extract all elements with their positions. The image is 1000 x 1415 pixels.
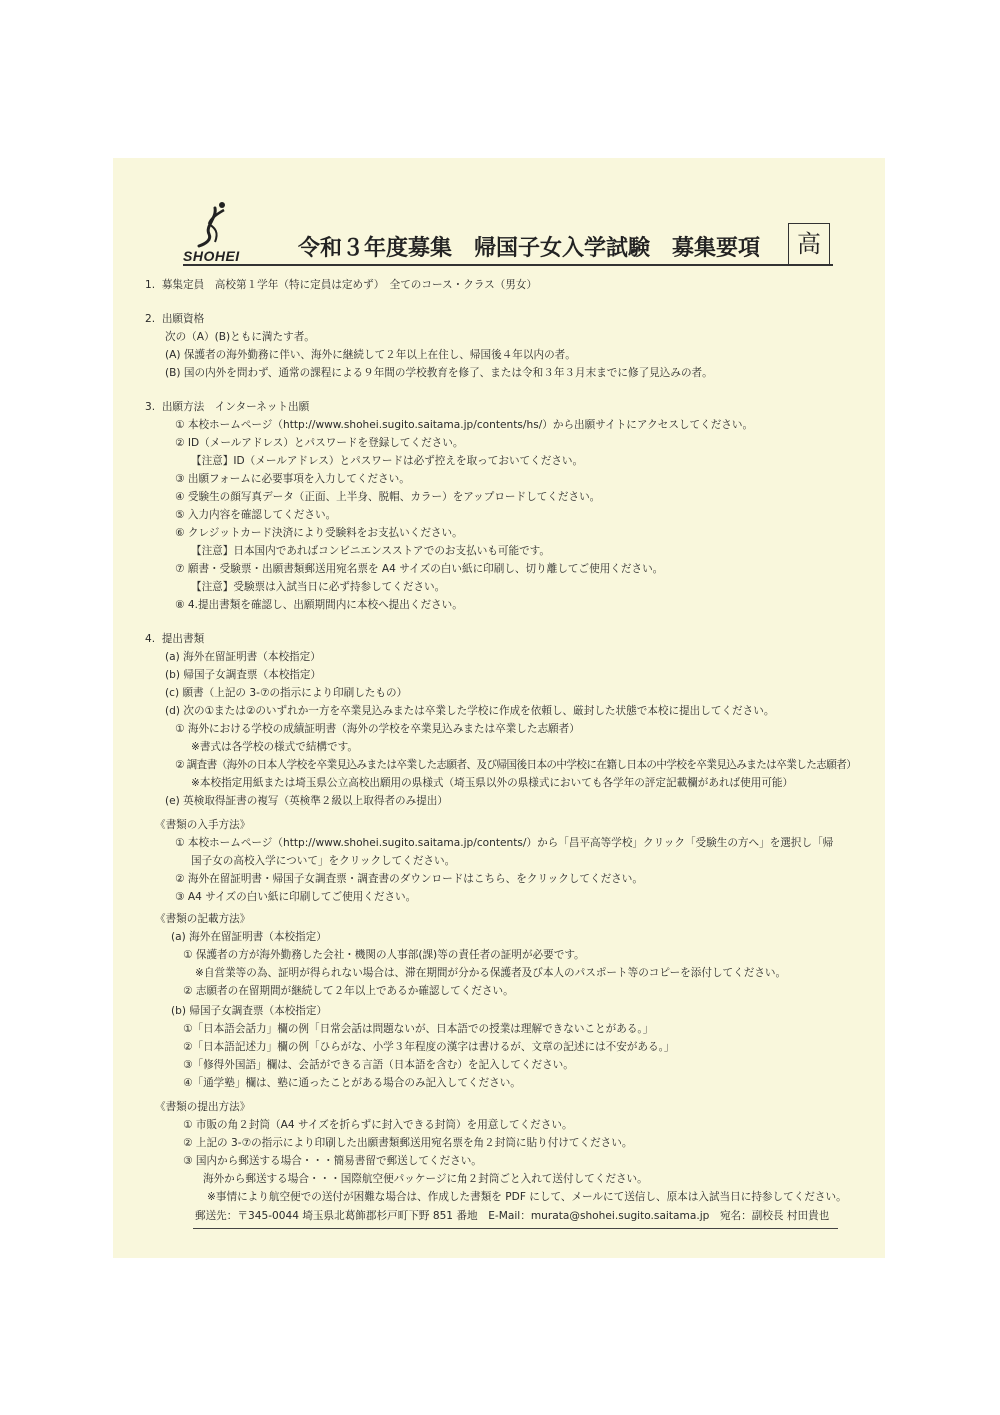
section-2-heading: 2. 出願資格 (145, 313, 205, 325)
header-rule (183, 264, 833, 266)
apply-step-2: ② ID（メールアドレス）とパスワードを登録してください。 (175, 437, 464, 449)
submit-step-2: ② 上記の 3-⑦の指示により印刷した出願書類郵送用宛名票を角２封筒に貼り付けてください。 (183, 1137, 633, 1149)
document-d-1: ① 海外における学校の成績証明書（海外の学校を卒業見込みまたは卒業した志願者） (175, 723, 580, 735)
fill-b-4: ④「通学塾」欄は、塾に通ったことがある場合のみ記入してください。 (183, 1077, 521, 1089)
fill-a-1-note: ※自営業等の為、証明が得られない場合は、滞在期間が分かる保護者及び本人のパスポート等のコピーを添付してください。 (195, 967, 787, 979)
document-title: 令和３年度募集 帰国子女入学試験 募集要項 (298, 236, 761, 261)
apply-step-1: ① 本校ホームページ（http://www.shohei.sugito.saitama.jp/contents/hs/）から出願サイトにアクセスしてください。 (175, 419, 754, 431)
obtain-step-1-cont: 国子女の高校入学について」をクリックしてください。 (191, 855, 456, 867)
address-underline (193, 1228, 838, 1229)
obtain-step-2: ② 海外在留証明書・帰国子女調査票・調査書のダウンロードはこちら、をクリックしてください。 (175, 873, 643, 885)
document-header (183, 198, 838, 268)
logo-text: SHOHEI (183, 248, 240, 264)
fill-b-2: ②「日本語記述力」欄の例「ひらがな、小学３年程度の漢字は書けるが、文章の記述には不安がある。」 (183, 1041, 675, 1053)
submit-overseas-note: ※事情により航空便での送付が困難な場合は、作成した書類を PDF にして、メールにて送信し、原本は入試当日に持参してください。 (207, 1191, 847, 1203)
how-to-submit-heading: 《書類の提出方法》 (155, 1101, 251, 1113)
apply-step-8: ⑧ 4.提出書類を確認し、出願期間内に本校へ提出ください。 (175, 599, 463, 611)
school-level-badge: 高 (788, 223, 830, 265)
document-d-2-note: ※本校指定用紙または埼玉県公立高校出願用の県様式（埼玉県以外の県様式においても各学年の評定記載欄があれば使用可能） (191, 777, 794, 789)
fill-b-3: ③「修得外国語」欄は、会話ができる言語（日本語を含む）を記入してください。 (183, 1059, 574, 1071)
fill-a: (a) 海外在留証明書（本校指定） (171, 931, 327, 943)
how-to-obtain-heading: 《書類の入手方法》 (155, 819, 251, 831)
apply-step-4: ④ 受験生の顔写真データ（正面、上半身、脱帽、カラー）をアップロードしてください。 (175, 491, 601, 503)
fill-b-1: ①「日本語会話力」欄の例「日常会話は問題ないが、日本語での授業は理解できないことがある。」 (183, 1023, 654, 1035)
how-to-fill-heading: 《書類の記載方法》 (155, 913, 251, 925)
submit-step-1: ① 市販の角２封筒（A4 サイズを折らずに封入できる封筒）を用意してください。 (183, 1119, 573, 1131)
document-c: (c) 願書（上記の 3-⑦の指示により印刷したもの） (165, 687, 408, 699)
document-d-2: ② 調査書（海外の日本人学校を卒業見込みまたは卒業した志願者、及び帰国後日本の中学校に在籍し日本の中学校を卒業見込みまたは卒業した志願者） (175, 759, 857, 771)
document-b: (b) 帰国子女調査票（本校指定） (165, 669, 322, 681)
shohei-logo (183, 198, 263, 268)
apply-note-ticket: 【注意】受験票は入試当日に必ず持参してください。 (191, 581, 446, 593)
submit-step-3: ③ 国内から郵送する場合・・・簡易書留で郵送してください。 (183, 1155, 482, 1167)
apply-step-3: ③ 出願フォームに必要事項を入力してください。 (175, 473, 410, 485)
document-d: (d) 次の①または②のいずれか一方を卒業見込みまたは卒業した学校に作成を依頼し、厳封した状態で本校に提出してください。 (165, 705, 775, 717)
runner-logo-icon (195, 198, 231, 248)
section-3-heading: 3. 出願方法 インターネット出願 (145, 401, 310, 413)
document-d-1-note: ※書式は各学校の様式で結構です。 (191, 741, 358, 753)
submit-overseas: 海外から郵送する場合・・・国際航空便パッケージに角２封筒ごと入れて送付してください。 (203, 1173, 648, 1185)
apply-step-7: ⑦ 願書・受験票・出願書類郵送用宛名票を A4 サイズの白い紙に印刷し、切り離してご使用ください。 (175, 563, 664, 575)
apply-step-6: ⑥ クレジットカード決済により受験料をお支払いください。 (175, 527, 463, 539)
apply-note-id: 【注意】ID（メールアドレス）とパスワードは必ず控えを取っておいてください。 (191, 455, 584, 467)
obtain-step-1: ① 本校ホームページ（http://www.shohei.sugito.saitama.jp/contents/）から「昌平高等学校」クリック「受験生の方へ」を選択し「帰 (175, 837, 834, 849)
apply-note-payment: 【注意】日本国内であればコンビニエンスストアでのお支払いも可能です。 (191, 545, 551, 557)
apply-step-5: ⑤ 入力内容を確認してください。 (175, 509, 337, 521)
fill-a-2: ② 志願者の在留期間が継続して２年以上であるか確認してください。 (183, 985, 514, 997)
qualification-intro: 次の（A）(B)ともに満たす者。 (165, 331, 315, 343)
section-1-heading: 1. 募集定員 高校第１学年（特に定員は定めず） 全てのコース・クラス（男女） (145, 279, 538, 291)
qualification-b: (B) 国の内外を問わず、通常の課程による９年間の学校教育を修了、または令和３年３月末までに修了見込みの者。 (165, 367, 713, 379)
document-a: (a) 海外在留証明書（本校指定） (165, 651, 321, 663)
document-e: (e) 英検取得証書の複写（英検準２級以上取得者のみ提出） (165, 795, 448, 807)
fill-b: (b) 帰国子女調査票（本校指定） (171, 1005, 328, 1017)
fill-a-1: ① 保護者の方が海外勤務した会社・機関の人事部(課)等の責任者の証明が必要です。 (183, 949, 585, 961)
document-page (113, 158, 885, 1258)
section-4-heading: 4. 提出書類 (145, 633, 205, 645)
obtain-step-3: ③ A4 サイズの白い紙に印刷してご使用ください。 (175, 891, 417, 903)
qualification-a: (A) 保護者の海外勤務に伴い、海外に継続して２年以上在住し、帰国後４年以内の者。 (165, 349, 576, 361)
mailing-address: 郵送先：〒345-0044 埼玉県北葛飾郡杉戸町下野 851 番地 E-Mail：murata@shohei.sugito.saitama.jp 宛名：副校長 村田貴也 (195, 1210, 830, 1222)
